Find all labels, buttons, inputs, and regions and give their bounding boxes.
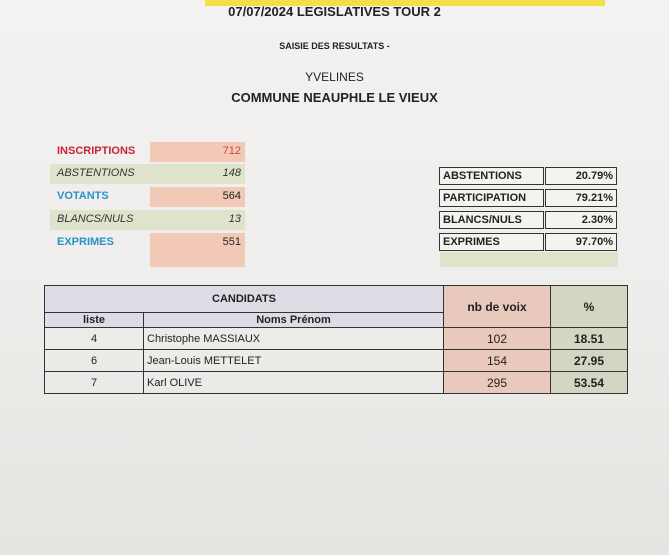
rate-exprimes-label: EXPRIMES — [443, 236, 500, 248]
stat-value: 564 — [222, 190, 241, 202]
rate-value-box — [545, 211, 617, 229]
rate-participation-value: 79.21% — [575, 192, 613, 204]
cell-nom: Jean-Louis METTELET — [144, 350, 444, 372]
table-row — [45, 350, 628, 372]
stat-votants — [50, 187, 245, 207]
cell-voix: 102 — [444, 328, 551, 350]
stat-label: BLANCS/NULS — [57, 213, 134, 225]
cell-pct: 27.95 — [551, 350, 628, 372]
rate-abstentions-label: ABSTENTIONS — [443, 170, 522, 182]
stat-label: ABSTENTIONS — [57, 167, 135, 179]
stat-abstentions — [50, 164, 245, 184]
stat-inscriptions — [50, 142, 245, 162]
rate-value-box — [545, 167, 617, 185]
header-candidats: CANDIDATS — [45, 286, 444, 313]
cell-liste: 7 — [45, 372, 144, 394]
commune-name: COMMUNE NEAUPHLE LE VIEUX — [231, 90, 438, 105]
rate-abstentions-value: 20.79% — [575, 170, 613, 182]
cell-liste: 4 — [45, 328, 144, 350]
cell-nom: Christophe MASSIAUX — [144, 328, 444, 350]
cell-pct: 18.51 — [551, 328, 628, 350]
header-percent: % — [551, 286, 628, 328]
rate-label-box — [439, 189, 544, 207]
rate-green-strip — [440, 252, 618, 267]
candidates-table — [44, 285, 628, 394]
stat-blancs-nuls — [50, 210, 245, 230]
header-nb-de-voix: nb de voix — [444, 286, 551, 328]
rate-value-box — [545, 233, 617, 251]
stat-value: 712 — [222, 145, 241, 157]
rate-blancs-nuls-label: BLANCS/NULS — [443, 214, 522, 226]
stat-value: 551 — [222, 236, 241, 248]
header-liste: liste — [45, 313, 144, 328]
rate-label-box — [439, 167, 544, 185]
page-title: 07/07/2024 LEGISLATIVES TOUR 2 — [228, 4, 441, 19]
rate-label-box — [439, 233, 544, 251]
cell-voix: 295 — [444, 372, 551, 394]
stat-value: 148 — [222, 167, 241, 179]
stat-label: INSCRIPTIONS — [57, 145, 136, 157]
cell-pct: 53.54 — [551, 372, 628, 394]
stat-value: 13 — [228, 213, 241, 225]
rate-label-box — [439, 211, 544, 229]
rate-exprimes-value: 97.70% — [575, 236, 613, 248]
table-row — [45, 328, 628, 350]
cell-nom: Karl OLIVE — [144, 372, 444, 394]
cell-voix: 154 — [444, 350, 551, 372]
stat-label: EXPRIMES — [57, 236, 114, 248]
stat-exprimes — [50, 233, 245, 267]
rate-value-box — [545, 189, 617, 207]
header-noms-prenom: Noms Prénom — [144, 313, 444, 328]
rate-participation-label: PARTICIPATION — [443, 192, 527, 204]
cell-liste: 6 — [45, 350, 144, 372]
table-row — [45, 372, 628, 394]
page-subtitle: SAISIE DES RESULTATS - — [279, 41, 390, 51]
department-name: YVELINES — [305, 70, 364, 84]
stat-label: VOTANTS — [57, 190, 109, 202]
rate-blancs-nuls-value: 2.30% — [581, 214, 613, 226]
